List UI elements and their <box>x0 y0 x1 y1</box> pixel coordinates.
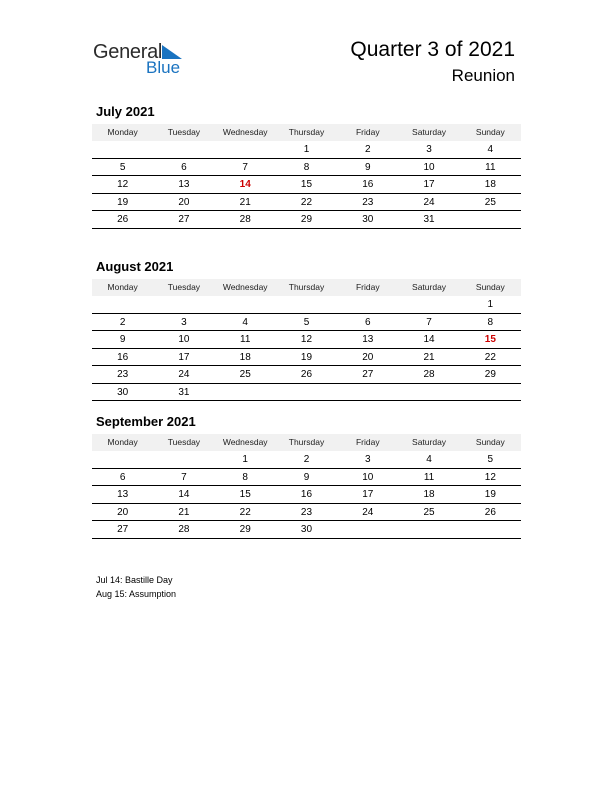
week-row <box>92 486 521 504</box>
day-cell: 3 <box>426 144 432 155</box>
day-cell <box>460 211 521 228</box>
day-cell: 12 <box>484 471 496 483</box>
day-cell: 31 <box>423 214 435 225</box>
day-cell: 25 <box>484 196 496 208</box>
day-cell <box>153 451 214 468</box>
day-cell: 11 <box>240 334 251 345</box>
day-cell: 1 <box>242 454 248 465</box>
day-cell <box>215 141 276 158</box>
week-row <box>92 451 521 469</box>
day-cell: 12 <box>117 179 129 190</box>
day-cell: 5 <box>303 316 310 328</box>
weekday-label: Friday <box>355 127 380 137</box>
weekday-header-row <box>92 279 521 296</box>
day-cell: 13 <box>362 334 374 345</box>
day-cell: 1 <box>487 299 494 310</box>
day-cell: 13 <box>178 179 190 190</box>
day-cell: 19 <box>300 351 313 363</box>
day-cell: 7 <box>426 316 432 328</box>
day-cell: 14 <box>178 489 190 500</box>
weekday-label: Wednesday <box>222 127 268 137</box>
day-cell: 26 <box>484 506 496 518</box>
day-cell <box>153 141 214 158</box>
day-cell: 23 <box>117 369 129 380</box>
day-cell: 14 <box>423 334 435 345</box>
day-cell: 3 <box>181 316 187 328</box>
day-cell: 17 <box>178 351 190 363</box>
day-cell: 6 <box>364 316 371 328</box>
day-cell: 23 <box>300 506 313 518</box>
day-cell: 11 <box>485 161 496 173</box>
weekday-label: Tuesday <box>167 437 201 447</box>
day-cell <box>215 384 276 401</box>
day-cell: 12 <box>300 334 313 345</box>
week-row <box>92 469 521 487</box>
holiday-notes <box>96 573 176 601</box>
day-cell: 18 <box>484 179 496 190</box>
weekday-label: Thursday <box>288 127 325 137</box>
weekday-header-row <box>92 124 521 141</box>
page-title: Quarter 3 of 2021 <box>350 38 515 61</box>
week-row <box>92 141 521 159</box>
day-cell: 10 <box>423 161 435 173</box>
day-cell <box>276 384 337 401</box>
day-cell <box>276 296 337 313</box>
day-cell: 26 <box>117 214 129 225</box>
day-cell: 11 <box>423 471 435 483</box>
day-cell: 24 <box>423 196 435 208</box>
holiday-day-cell: 15 <box>484 334 496 345</box>
day-cell <box>337 384 398 401</box>
day-cell: 7 <box>242 161 248 173</box>
weekday-label: Monday <box>107 437 138 447</box>
day-cell: 5 <box>487 454 494 465</box>
day-cell: 18 <box>239 351 251 363</box>
weekday-label: Tuesday <box>167 127 201 137</box>
day-cell: 8 <box>242 471 248 483</box>
day-cell: 31 <box>178 386 190 398</box>
day-cell: 9 <box>303 471 310 483</box>
month-august <box>92 259 521 401</box>
day-cell <box>92 296 153 313</box>
day-cell: 15 <box>300 179 313 190</box>
day-cell: 29 <box>300 214 313 225</box>
day-cell: 27 <box>117 524 129 535</box>
month-title: July 2021 <box>96 104 155 119</box>
day-cell: 22 <box>239 506 251 518</box>
week-row <box>92 521 521 539</box>
weekday-label: Friday <box>355 437 380 447</box>
day-cell: 9 <box>119 334 126 345</box>
weekday-label: Monday <box>107 282 138 292</box>
day-cell: 23 <box>362 196 374 208</box>
week-row <box>92 194 521 212</box>
day-cell: 28 <box>239 214 251 225</box>
day-cell: 16 <box>362 179 374 190</box>
holiday-note: Aug 15: Assumption <box>96 589 177 599</box>
day-cell <box>153 296 214 313</box>
weekday-label: Saturday <box>412 127 447 137</box>
day-cell: 5 <box>119 161 126 173</box>
day-cell: 10 <box>178 334 190 345</box>
day-cell: 24 <box>362 506 374 518</box>
day-cell <box>460 384 521 401</box>
day-cell: 9 <box>364 161 371 173</box>
day-cell: 3 <box>364 454 371 465</box>
day-cell: 13 <box>117 489 129 500</box>
day-cell: 21 <box>239 196 251 208</box>
day-cell: 10 <box>362 471 374 483</box>
weekday-label: Monday <box>107 127 138 137</box>
day-cell: 6 <box>119 471 126 483</box>
day-cell: 17 <box>423 179 435 190</box>
day-cell: 20 <box>178 196 190 208</box>
day-cell <box>215 296 276 313</box>
logo-general-text: General <box>93 41 163 63</box>
day-cell: 22 <box>300 196 313 208</box>
week-row <box>92 331 521 349</box>
week-row <box>92 296 521 314</box>
month-title: August 2021 <box>96 259 174 274</box>
day-cell: 28 <box>178 524 190 535</box>
month-title: September 2021 <box>96 414 196 429</box>
day-cell: 25 <box>423 506 435 518</box>
day-cell: 4 <box>487 144 494 155</box>
day-cell: 20 <box>117 506 129 518</box>
day-cell: 8 <box>303 161 310 173</box>
day-cell: 4 <box>426 454 432 465</box>
weekday-header-row <box>92 434 521 451</box>
day-cell: 19 <box>484 489 496 500</box>
week-row <box>92 176 521 194</box>
day-cell: 27 <box>178 214 190 225</box>
day-cell: 7 <box>181 471 187 483</box>
day-cell <box>92 141 153 158</box>
page-subtitle: Reunion <box>451 66 515 85</box>
day-cell: 27 <box>362 369 374 380</box>
weekday-label: Saturday <box>412 437 447 447</box>
day-cell: 21 <box>178 506 190 518</box>
day-cell <box>398 521 459 538</box>
week-row <box>92 211 521 229</box>
day-cell <box>398 296 459 313</box>
day-cell <box>92 451 153 468</box>
day-cell: 30 <box>117 386 129 398</box>
weekday-label: Sunday <box>475 127 505 137</box>
day-cell: 22 <box>484 351 496 363</box>
week-row <box>92 159 521 177</box>
day-cell: 16 <box>300 489 313 500</box>
day-cell: 30 <box>300 524 313 535</box>
weekday-label: Tuesday <box>167 282 201 292</box>
day-cell: 8 <box>487 316 494 328</box>
month-july <box>92 104 521 229</box>
week-row <box>92 366 521 384</box>
day-cell <box>460 521 521 538</box>
weekday-label: Sunday <box>475 282 505 292</box>
day-cell: 19 <box>117 196 129 208</box>
day-cell: 2 <box>364 144 371 155</box>
day-cell: 28 <box>423 369 435 380</box>
weekday-label: Thursday <box>288 282 325 292</box>
day-cell: 29 <box>484 369 496 380</box>
day-cell <box>337 521 398 538</box>
day-cell: 21 <box>423 351 435 363</box>
day-cell: 18 <box>423 489 435 500</box>
holiday-note: Jul 14: Bastille Day <box>96 575 173 585</box>
logo <box>93 40 193 80</box>
day-cell: 25 <box>239 369 251 380</box>
week-row <box>92 349 521 367</box>
week-row <box>92 314 521 332</box>
week-row <box>92 504 521 522</box>
holiday-day-cell: 14 <box>239 179 251 190</box>
day-cell: 20 <box>362 351 374 363</box>
day-cell <box>398 384 459 401</box>
day-cell: 26 <box>300 369 313 380</box>
day-cell: 30 <box>362 214 374 225</box>
day-cell: 1 <box>303 144 310 155</box>
day-cell: 17 <box>362 489 374 500</box>
day-cell: 6 <box>181 161 187 173</box>
day-cell: 2 <box>119 316 126 328</box>
day-cell: 29 <box>239 524 251 535</box>
weekday-label: Saturday <box>412 282 447 292</box>
weekday-label: Thursday <box>288 437 325 447</box>
weekday-label: Wednesday <box>222 282 268 292</box>
day-cell: 2 <box>303 454 310 465</box>
day-cell: 24 <box>178 369 190 380</box>
logo-blue-text: Blue <box>146 58 181 77</box>
weekday-label: Sunday <box>475 437 505 447</box>
day-cell: 15 <box>239 489 251 500</box>
day-cell: 4 <box>242 316 248 328</box>
weekday-label: Friday <box>355 282 380 292</box>
month-september <box>92 414 521 539</box>
day-cell <box>337 296 398 313</box>
day-cell: 16 <box>117 351 129 363</box>
weekday-label: Wednesday <box>222 437 268 447</box>
week-row <box>92 384 521 402</box>
